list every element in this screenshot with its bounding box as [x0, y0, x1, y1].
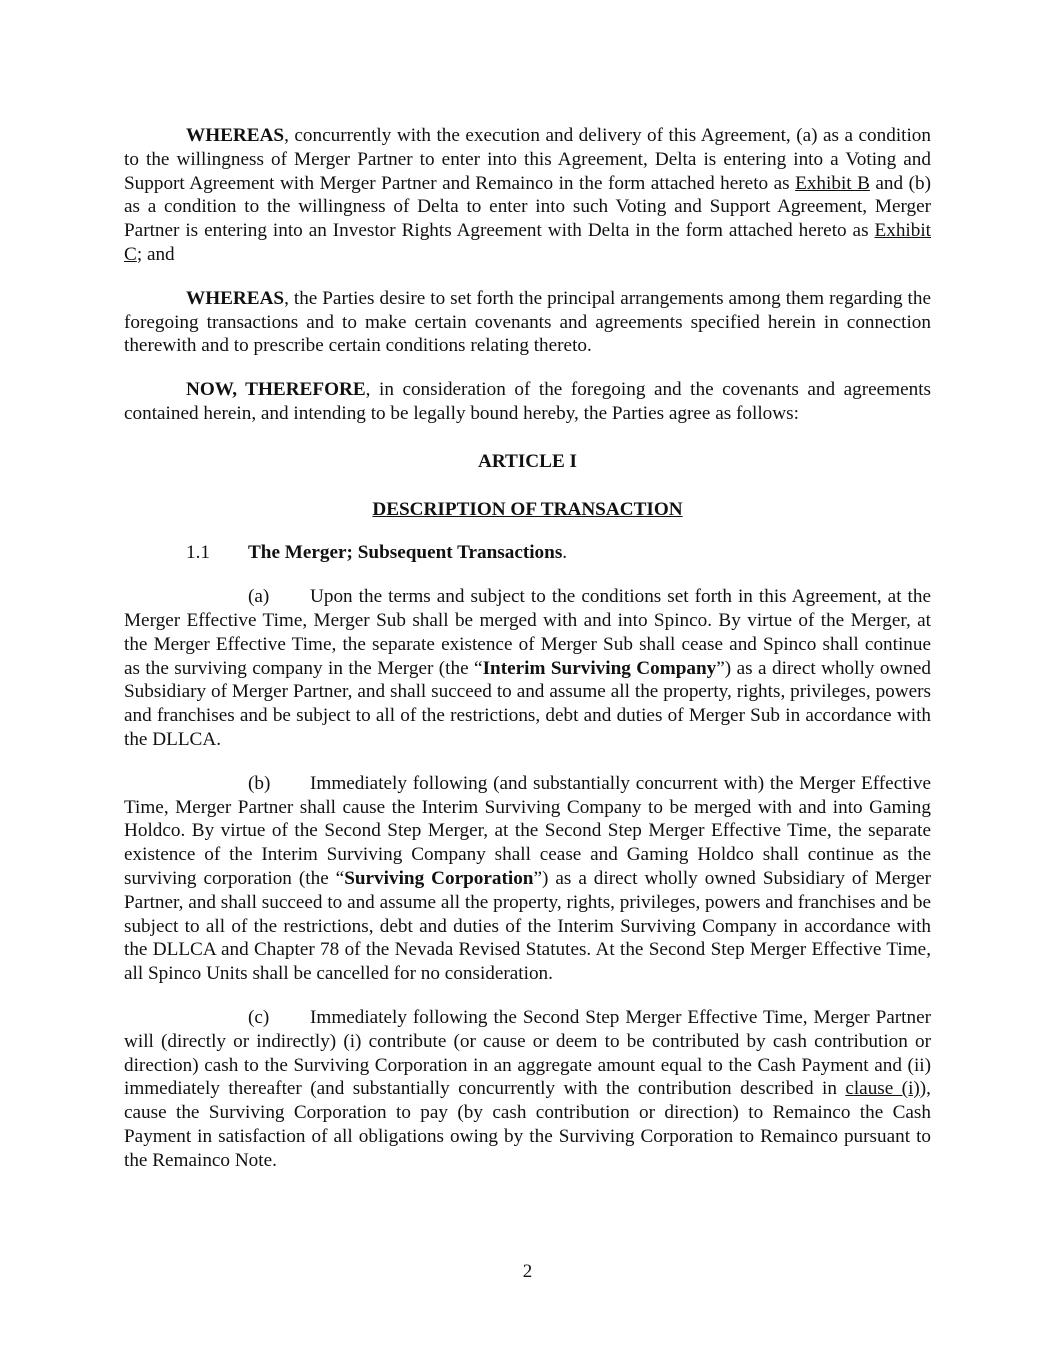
whereas-paragraph-1: WHEREAS, concurrently with the execution and delivery of this Agreement, (a) as a condition to the willingness of Merger Partner to enter into this Agreement, Delta is entering into a Voting and Support Agreement with Merger Partner and Remainco in the form attached hereto as Exhibit B and (b) as a condition to the willingness of Delta to enter into such Voting and Support Agreement, Merger Partner is entering into an Investor Rights Agreement with Delta in the form attached hereto as Exhibit C; and	[124, 125, 931, 265]
clause-label: (a)	[248, 586, 270, 608]
clause-c: (c) Immediately following the Second Step Merger Effective Time, Merger Partner will (directly or indirectly) (i) contribute (or cause or deem to be contributed by cash contribution or direction) cash to the Surviving Corporation in an aggregate amount equal to the Cash Payment and (ii) immediately thereafter (and substantially concurrently with the contribution described in clause (i)), cause the Surviving Corporation to pay (by cash contribution or direction) to Remainco the Cash Payment in satisfaction of all obligations owing by the Surviving Corporation to Remainco pursuant to the Remainco Note.	[124, 1006, 931, 1171]
now-therefore-term: NOW, THEREFORE	[186, 379, 366, 401]
clause-label: (c)	[248, 1006, 270, 1028]
article-title: ARTICLE I	[477, 450, 578, 472]
page-number: 2	[522, 1261, 533, 1282]
document-page	[124, 124, 931, 1172]
exhibit-b-link[interactable]: Exhibit B	[795, 172, 870, 194]
section-number: 1.1	[186, 542, 210, 564]
whereas-paragraph-2: WHEREAS, the Parties desire to set forth the principal arrangements among them regarding the foregoing transactions and to make certain covenants and agreements specified herein in connection therewith and to prescribe certain conditions relating thereto.	[124, 287, 931, 357]
section-title: The Merger; Subsequent Transactions	[248, 542, 563, 564]
now-therefore-paragraph: NOW, THEREFORE, in consideration of the foregoing and the covenants and agreements contained herein, and intending to be legally bound hereby, the Parties agree as follows:	[124, 379, 931, 424]
clause-i-link[interactable]: clause (i)	[845, 1078, 920, 1100]
clause-a: (a) Upon the terms and subject to the conditions set forth in this Agreement, at the Merger Effective Time, Merger Sub shall be merged with and into Spinco. By virtue of the Merger, at the Merger Effective Time, the separate existence of Merger Sub shall cease and Spinco shall continue as the surviving company in the Merger (the “Interim Surviving Company”) as a direct wholly owned Subsidiary of Merger Partner, and shall succeed to and assume all the property, rights, privileges, powers and franchises and be subject to all of the restrictions, debt and duties of Merger Sub in accordance with the DLLCA.	[124, 586, 931, 750]
whereas-term: WHEREAS	[186, 125, 285, 146]
defined-term: Interim Surviving Company	[482, 657, 717, 679]
clause-b: (b) Immediately following (and substantially concurrent with) the Merger Effective Time, Merger Partner shall cause the Interim Surviving Company to be merged with and into Gaming Holdco. By virtue of the Second Step Merger, at the Second Step Merger Effective Time, the separate existence of the Interim Surviving Company shall cease and Gaming Holdco shall continue as the surviving corporation (the “Surviving Corporation”) as a direct wholly owned Subsidiary of Merger Partner, and shall succeed to and assume all the property, rights, privileges, powers and franchises and be subject to all of the restrictions, debt and duties of the Interim Surviving Company in accordance with the DLLCA and Chapter 78 of the Nevada Revised Statutes. At the Second Step Merger Effective Time, all Spinco Units shall be cancelled for no consideration.	[124, 772, 931, 985]
whereas-term: WHEREAS	[186, 287, 285, 309]
clause-label: (b)	[248, 772, 271, 794]
section-heading: 1.1 The Merger; Subsequent Transactions.	[186, 542, 568, 564]
defined-term: Surviving Corporation	[344, 867, 534, 889]
article-subtitle: DESCRIPTION OF TRANSACTION	[372, 498, 683, 520]
exhibit-c-link[interactable]: Exhibit C	[124, 220, 931, 265]
